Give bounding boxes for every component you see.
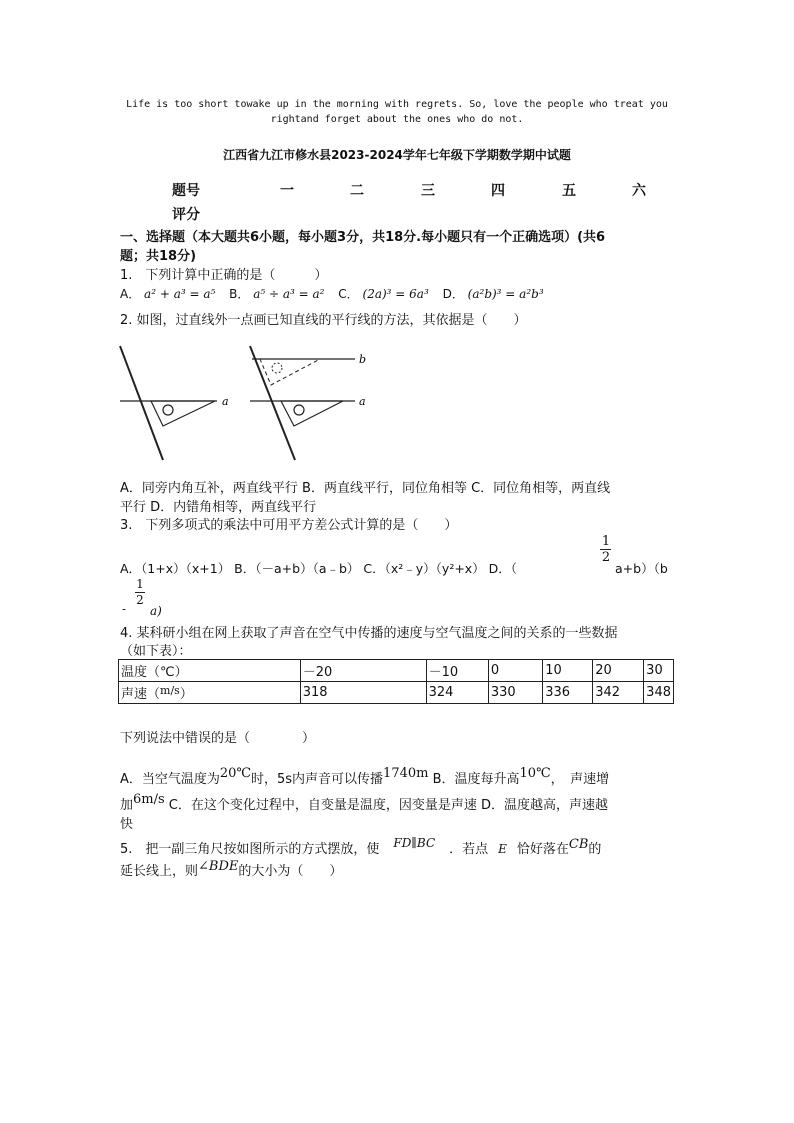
q5-stem-line-1 <box>120 838 601 857</box>
q2-right-triangle <box>281 401 343 426</box>
q4-stem-line-1: 4. 某科研小组在网上获取了声音在空气中传播的速度与空气温度之间的关系的一些数据 <box>120 626 618 641</box>
q4-line2-rest: C．在这个变化过程中，自变量是温度，因变量是声速 D．温度越高，声速越 <box>164 798 609 813</box>
q2-options-line-1: A．同旁内角互补，两直线平行 B．两直线平行，同位角相等 C．同位角相等，两直线 <box>120 481 611 496</box>
q2-label-a-left: a <box>222 395 229 408</box>
q4-opt-a-dist: 1740m <box>383 766 429 781</box>
q5-stem-mid: ．若点 <box>449 842 489 857</box>
q4-line2-speed: 6m/s <box>133 792 165 807</box>
speed-cell: 336 <box>543 682 593 704</box>
q2-stem: 2. 如图，过直线外一点画已知直线的平行线的方法，其依据是（ ） <box>120 313 527 328</box>
q3-fraction-d <box>600 534 612 565</box>
q3-frac2-tail: a) <box>150 604 162 618</box>
speed-cell: 318 <box>300 682 426 704</box>
q5-stem-line-2 <box>120 860 342 879</box>
section-heading-line-1: 一、选择题（本大题共6小题，每小题3分，共18分.每小题只有一个正确选项）(共6 <box>120 230 606 245</box>
q4-opt-b-temp: 10℃ <box>519 766 551 781</box>
q3-frac2 <box>135 577 145 608</box>
q4-line2-pre: 加 <box>120 798 134 813</box>
temp-cell: －10 <box>426 660 488 682</box>
temp-label-cell: 温度（℃） <box>119 660 301 682</box>
score-row-label: 评分 <box>172 207 200 223</box>
speed-label: 声速（ <box>121 687 161 702</box>
q5-point: E <box>498 842 507 856</box>
motto-line-1: Life is too short towake up in the morning with regrets. So, love the people who treat you <box>126 99 668 110</box>
q4-opt-b-mid: ， 声速增 <box>550 772 610 787</box>
q3-options: A．（1+x）（x+1） B．（－a+b）（a﹣b） C．（x²﹣y）（y²+x） D．（ <box>120 561 518 576</box>
q1-options <box>120 285 544 302</box>
score-col-3: 三 <box>421 183 435 199</box>
speed-label-close: ） <box>179 687 193 702</box>
q5-line2-pre: 延长线上，则 <box>120 864 199 879</box>
q2-left-triangle-hole <box>163 405 173 415</box>
q3-frac-den: 2 <box>601 550 611 565</box>
score-col-6: 六 <box>632 183 646 199</box>
speed-cell: 330 <box>488 682 542 704</box>
temp-cell: 20 <box>593 660 644 682</box>
q2-dashed-triangle <box>260 359 320 385</box>
speed-cell: 342 <box>593 682 644 704</box>
speed-unit: m/s <box>160 684 180 697</box>
q1-option-d-label: D． <box>442 287 464 301</box>
q4-options-line-3: 快 <box>120 817 134 832</box>
q5-line2-end: 的大小为（ ） <box>238 864 343 879</box>
temp-cell: 0 <box>488 660 542 682</box>
q5-angle: ∠BDE <box>198 859 239 874</box>
table-row <box>119 682 674 704</box>
temp-cell: 30 <box>644 660 674 682</box>
q4-opt-b-pre: B．温度每升高 <box>428 772 520 787</box>
q1-option-a-label: A． <box>120 287 141 301</box>
q3-stem: 3. 下列多项式的乘法中可用平方差公式计算的是（ ） <box>120 518 458 533</box>
q2-dashed-triangle-hole <box>272 363 282 373</box>
q4-opt-a-pre: A．当空气温度为 <box>120 772 220 787</box>
score-col-4: 四 <box>491 183 505 199</box>
motto-line-2: rightand forget about the ones who do not. <box>270 114 524 125</box>
q5-stem-pre: 5. 把一副三角尺按如图所示的方式摆放，使 <box>120 842 380 857</box>
q2-left-transversal <box>120 346 163 460</box>
q1-option-a-expr: a² + a³ = a⁵ <box>144 287 216 301</box>
q5-parallel: FD∥BC <box>393 836 436 850</box>
q1-stem: 1. 下列计算中正确的是（ ） <box>120 268 328 283</box>
q3-frac2-den: 2 <box>136 593 144 607</box>
speed-cell: 348 <box>644 682 674 704</box>
q2-options-line-2: 平行 D．内错角相等，两直线平行 <box>120 500 317 515</box>
table-row <box>119 660 674 682</box>
score-col-2: 二 <box>350 183 364 199</box>
q2-right-triangle-hole <box>294 405 304 415</box>
q4-options-line-2 <box>120 794 608 813</box>
page-title: 江西省九江市修水县2023-2024学年七年级下学期数学期中试题 <box>223 148 571 162</box>
section-heading-line-2: 题；共18分) <box>120 249 197 264</box>
q4-opt-a-mid: 时，5s内声音可以传播 <box>251 772 384 787</box>
q3-option-d-tail: a+b）（b <box>615 561 668 576</box>
q2-figure <box>115 340 375 465</box>
q4-options-line-1 <box>120 768 609 787</box>
speed-cell: 324 <box>426 682 488 704</box>
q2-label-a-right: a <box>359 395 366 408</box>
q3-frac2-num: 1 <box>136 577 144 591</box>
q4-opt-a-temp: 20℃ <box>219 766 251 781</box>
temp-cell: 10 <box>543 660 593 682</box>
q1-option-b-label: B． <box>229 287 250 301</box>
speed-label-cell <box>119 682 301 704</box>
motto <box>0 97 794 127</box>
score-col-5: 五 <box>562 183 576 199</box>
q5-segment: CB <box>568 837 589 852</box>
q4-stem-line-2: （如下表）： <box>120 644 192 659</box>
q2-left-triangle <box>151 401 215 426</box>
q5-stem-end: 的 <box>588 842 602 857</box>
q1-option-b-expr: a⁵ ÷ a³ = a² <box>253 287 325 301</box>
q4-question: 下列说法中错误的是（ ） <box>120 731 316 746</box>
q2-right-transversal <box>250 346 295 460</box>
q1-option-c-expr: (2a)³ = 6a³ <box>362 287 429 301</box>
score-header-label: 题号 <box>172 183 200 199</box>
q5-stem-mid2: 恰好落在 <box>516 842 569 857</box>
temp-cell: －20 <box>300 660 426 682</box>
q3-frac-num: 1 <box>601 534 611 549</box>
q1-option-d-expr: (a²b)³ = a²b³ <box>467 287 544 301</box>
q3-frac2-prefix: - <box>122 602 127 616</box>
sound-speed-table <box>118 659 674 704</box>
q2-label-b: b <box>359 353 367 366</box>
score-col-1: 一 <box>280 183 294 199</box>
q1-option-c-label: C． <box>338 287 359 301</box>
